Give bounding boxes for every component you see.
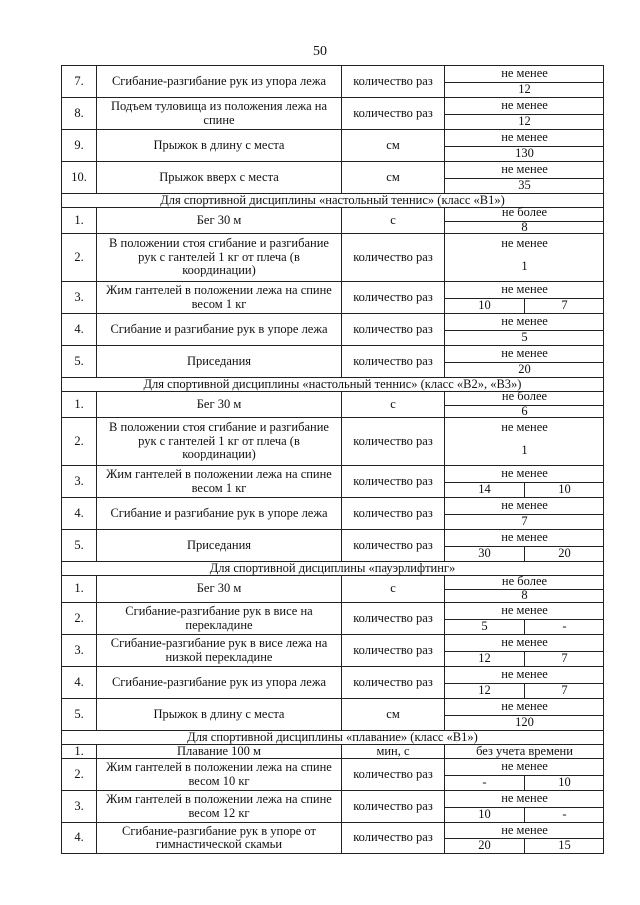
- norm-value-female: 10: [558, 775, 571, 789]
- norm-label: не менее: [501, 759, 548, 773]
- norm-values: [445, 715, 604, 731]
- norm-label: не менее: [501, 667, 548, 681]
- norm-values: [445, 482, 604, 498]
- norm-cell: [445, 603, 604, 634]
- table-row: [61, 233, 604, 281]
- norm-cell: [445, 791, 604, 822]
- exercise-name: Прыжок вверх с места: [97, 162, 342, 193]
- norm-label: не менее: [501, 822, 548, 837]
- norm-value-female: 7: [561, 651, 568, 665]
- norm-value-male: 12: [445, 684, 525, 699]
- norm-cell: [445, 418, 604, 465]
- row-number: 2.: [62, 418, 97, 465]
- exercise-name: Подъем туловища из положения лежа на спине: [97, 98, 342, 129]
- norm-value-male: 20: [445, 839, 525, 853]
- exercise-name: Сгибание-разгибание рук из упора лежа: [97, 667, 342, 698]
- norm-label: не более: [501, 205, 548, 219]
- norm-value-male: 5: [521, 330, 528, 344]
- table-row: [61, 529, 604, 561]
- norm-value-male: 12: [518, 82, 531, 96]
- row-number: 5.: [62, 699, 97, 730]
- row-number: 1.: [62, 576, 97, 602]
- norm-label: не более: [501, 389, 548, 403]
- norm-value-male: 20: [518, 362, 531, 376]
- table-row: [61, 281, 604, 313]
- norm-value-female: 7: [561, 298, 568, 312]
- norm-values: [445, 146, 604, 162]
- row-number: 10.: [62, 162, 97, 193]
- norm-values: [445, 82, 604, 98]
- norm-cell: [445, 66, 604, 97]
- exercise-name: В положении стоя сгибание и разгибание рук с гантелей 1 кг от плеча (в координации): [97, 418, 342, 465]
- norm-value-male: 30: [445, 547, 525, 562]
- norm-value-male: 10: [445, 299, 525, 314]
- row-number: 1.: [62, 392, 97, 417]
- unit-of-measure: количество раз: [342, 667, 445, 698]
- exercise-name: Прыжок в длину с места: [97, 130, 342, 161]
- unit-of-measure: количество раз: [342, 530, 445, 561]
- norm-values: [445, 514, 604, 530]
- unit-of-measure: см: [342, 130, 445, 161]
- norm-cell: [445, 282, 604, 313]
- norm-value-male: 130: [515, 146, 534, 160]
- table-row: [61, 97, 604, 129]
- norm-value-male: 7: [521, 514, 528, 528]
- row-number: 2.: [62, 759, 97, 790]
- norm-values: [445, 546, 604, 562]
- norm-label: не менее: [501, 635, 548, 649]
- norm-label: не менее: [501, 314, 548, 328]
- norm-value-male: 1: [521, 258, 528, 273]
- row-number: 1.: [62, 208, 97, 233]
- table-row: [61, 744, 604, 758]
- norm-label: не менее: [501, 791, 548, 805]
- row-number: 1.: [62, 745, 97, 758]
- exercise-name: Жим гантелей в положении лежа на спине весом 1 кг: [97, 282, 342, 313]
- norm-cell: [445, 823, 604, 853]
- norm-values: [445, 619, 604, 635]
- exercise-name: Сгибание-разгибание рук в упоре от гимнастической скамьи: [97, 823, 342, 853]
- norm-values: [445, 683, 604, 699]
- unit-of-measure: количество раз: [342, 66, 445, 97]
- exercise-name: Бег 30 м: [97, 208, 342, 233]
- norm-cell: [445, 699, 604, 730]
- row-number: 3.: [62, 635, 97, 666]
- row-number: 4.: [62, 314, 97, 345]
- norm-values: [445, 651, 604, 667]
- row-number: 5.: [62, 530, 97, 561]
- table-row: [61, 822, 604, 854]
- norm-values: [445, 252, 604, 281]
- unit-of-measure: см: [342, 162, 445, 193]
- section-heading-row: [61, 730, 604, 744]
- norm-value-male: 1: [521, 442, 528, 457]
- unit-of-measure: количество раз: [342, 759, 445, 790]
- norms-table: [61, 65, 604, 851]
- table-row: [61, 313, 604, 345]
- norm-value-female: 15: [558, 838, 571, 853]
- section-heading: Для спортивной дисциплины «плавание» (класс «В1»): [187, 730, 478, 744]
- unit-of-measure: с: [342, 392, 445, 417]
- table-row: [61, 758, 604, 790]
- unit-of-measure: с: [342, 208, 445, 233]
- unit-of-measure: количество раз: [342, 823, 445, 853]
- exercise-name: Приседания: [97, 346, 342, 377]
- norm-cell: [445, 162, 604, 193]
- norm-value-male: 12: [445, 652, 525, 667]
- norm-label: не менее: [501, 66, 548, 80]
- unit-of-measure: количество раз: [342, 791, 445, 822]
- norm-values: [445, 114, 604, 130]
- row-number: 8.: [62, 98, 97, 129]
- row-number: 2.: [62, 234, 97, 281]
- table-row: [61, 698, 604, 730]
- table-row: [61, 65, 604, 97]
- norm-cell: [445, 234, 604, 281]
- table-row: [61, 345, 604, 377]
- table-row: [61, 497, 604, 529]
- norm-value-male: -: [445, 776, 525, 791]
- table-row: [61, 129, 604, 161]
- table-row: [61, 634, 604, 666]
- unit-of-measure: количество раз: [342, 98, 445, 129]
- norm-value-female: 20: [558, 546, 571, 560]
- norm-cell: [445, 98, 604, 129]
- exercise-name: Сгибание-разгибание рук в висе на перекладине: [97, 603, 342, 634]
- norm-value-male: 5: [445, 620, 525, 635]
- unit-of-measure: количество раз: [342, 498, 445, 529]
- row-number: 3.: [62, 791, 97, 822]
- row-number: 7.: [62, 66, 97, 97]
- unit-of-measure: см: [342, 699, 445, 730]
- norm-label: не менее: [501, 420, 548, 435]
- norm-label: не менее: [501, 603, 548, 617]
- norm-label: не менее: [501, 699, 548, 713]
- section-heading-row: [61, 561, 604, 575]
- exercise-name: Сгибание и разгибание рук в упоре лежа: [97, 498, 342, 529]
- norm-value-female: -: [562, 807, 567, 821]
- exercise-name: Бег 30 м: [97, 576, 342, 602]
- norm-values: [445, 178, 604, 194]
- norm-label: не менее: [501, 162, 548, 176]
- exercise-name: Сгибание и разгибание рук в упоре лежа: [97, 314, 342, 345]
- row-number: 3.: [62, 282, 97, 313]
- norm-values: [445, 330, 604, 346]
- norm-cell: [445, 667, 604, 698]
- table-row: [61, 666, 604, 698]
- row-number: 9.: [62, 130, 97, 161]
- row-number: 3.: [62, 466, 97, 497]
- row-number: 4.: [62, 498, 97, 529]
- table-row: [61, 207, 604, 233]
- norm-values: [445, 221, 604, 234]
- norm-value-female: 10: [558, 482, 571, 496]
- norm-label: не более: [501, 573, 548, 588]
- norm-cell: [445, 130, 604, 161]
- unit-of-measure: количество раз: [342, 282, 445, 313]
- norm-value-male: 6: [521, 403, 528, 418]
- norm-value-male: 10: [445, 808, 525, 823]
- norm-values: [445, 362, 604, 378]
- exercise-name: Приседания: [97, 530, 342, 561]
- page-number: 50: [313, 44, 327, 59]
- norm-value-male: 120: [515, 715, 534, 729]
- norm-cell: [445, 314, 604, 345]
- norm-cell: [445, 635, 604, 666]
- norm-label: не менее: [501, 466, 548, 480]
- norm-label: не менее: [501, 282, 548, 296]
- exercise-name: Жим гантелей в положении лежа на спине весом 12 кг: [97, 791, 342, 822]
- norm-label: не менее: [501, 530, 548, 544]
- unit-of-measure: количество раз: [342, 603, 445, 634]
- norm-value-male: 8: [521, 219, 528, 234]
- norm-cell: [445, 759, 604, 790]
- norm-cell: [445, 466, 604, 497]
- norm-values: [445, 298, 604, 314]
- row-number: 5.: [62, 346, 97, 377]
- exercise-name: Плавание 100 м: [97, 745, 342, 758]
- norm-label: не менее: [501, 236, 548, 251]
- table-row: [61, 465, 604, 497]
- norm-value: без учета времени: [476, 743, 573, 758]
- norm-values: [445, 436, 604, 465]
- exercise-name: Сгибание-разгибание рук в висе лежа на низкой перекладине: [97, 635, 342, 666]
- norm-values: [445, 405, 604, 418]
- exercise-name: Бег 30 м: [97, 392, 342, 417]
- row-number: 4.: [62, 823, 97, 853]
- norm-cell: [445, 205, 604, 234]
- norm-cell: [445, 346, 604, 377]
- norm-value-male: 35: [518, 178, 531, 192]
- section-heading: Для спортивной дисциплины «настольный теннис» (класс «В1»): [160, 193, 505, 207]
- row-number: 4.: [62, 667, 97, 698]
- table-row: [61, 602, 604, 634]
- norm-cell: [445, 389, 604, 418]
- table-row: [61, 417, 604, 465]
- exercise-name: В положении стоя сгибание и разгибание рук с гантелей 1 кг от плеча (в координации): [97, 234, 342, 281]
- table-row: [61, 575, 604, 602]
- table-row: [61, 391, 604, 417]
- unit-of-measure: количество раз: [342, 346, 445, 377]
- unit-of-measure: количество раз: [342, 314, 445, 345]
- exercise-name: Сгибание-разгибание рук из упора лежа: [97, 66, 342, 97]
- norm-value-female: 7: [561, 683, 568, 697]
- table-row: [61, 161, 604, 193]
- exercise-name: Прыжок в длину с места: [97, 699, 342, 730]
- table-row: [61, 790, 604, 822]
- row-number: 2.: [62, 603, 97, 634]
- exercise-name: Жим гантелей в положении лежа на спине весом 1 кг: [97, 466, 342, 497]
- norm-cell: [445, 498, 604, 529]
- norm-value-male: 8: [521, 588, 528, 603]
- norm-label: не менее: [501, 98, 548, 112]
- norm-label: не менее: [501, 498, 548, 512]
- norm-value-male: 14: [445, 483, 525, 498]
- norm-values: [445, 589, 604, 602]
- unit-of-measure: количество раз: [342, 635, 445, 666]
- unit-of-measure: количество раз: [342, 466, 445, 497]
- norm-values: [445, 775, 604, 791]
- section-heading: Для спортивной дисциплины «пауэрлифтинг»: [209, 561, 456, 575]
- norm-value-male: 12: [518, 114, 531, 128]
- norm-label: не менее: [501, 130, 548, 144]
- norm-label: не менее: [501, 346, 548, 360]
- norm-cell: [445, 530, 604, 561]
- unit-of-measure: с: [342, 576, 445, 602]
- section-heading: Для спортивной дисциплины «настольный теннис» (класс «В2», «В3»): [143, 377, 522, 391]
- norm-cell: [445, 573, 604, 603]
- unit-of-measure: мин, с: [342, 745, 445, 758]
- unit-of-measure: количество раз: [342, 234, 445, 281]
- norm-values: [445, 838, 604, 853]
- norm-cell: [445, 745, 604, 758]
- unit-of-measure: количество раз: [342, 418, 445, 465]
- norm-values: [445, 807, 604, 823]
- norm-value-female: -: [562, 619, 567, 633]
- exercise-name: Жим гантелей в положении лежа на спине весом 10 кг: [97, 759, 342, 790]
